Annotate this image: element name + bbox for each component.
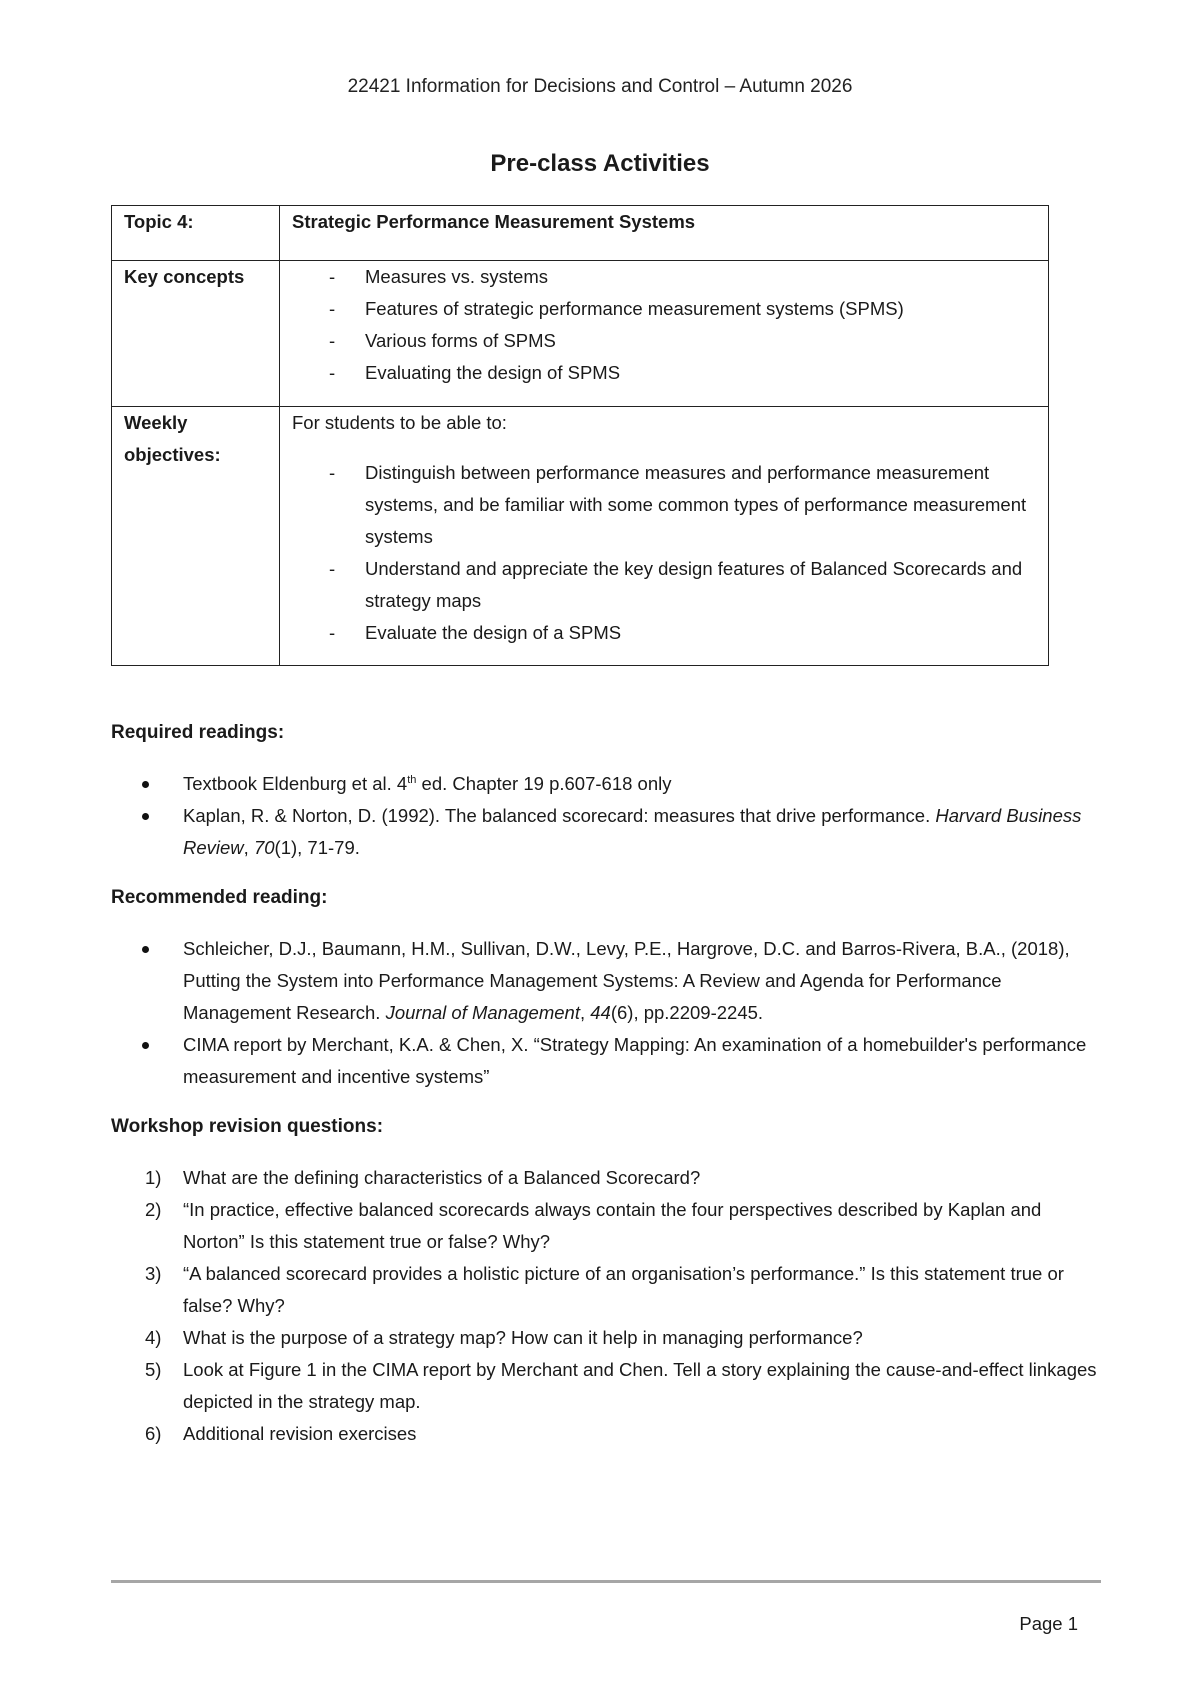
objectives-lead: For students to be able to:	[292, 412, 507, 433]
dash-marker: -	[329, 330, 336, 351]
recommended-reading-list	[111, 933, 1101, 1093]
recommended-reading-section	[111, 883, 1101, 1093]
key-concept-text: Measures vs. systems	[365, 266, 548, 287]
journal-name: Harvard Business Review	[183, 805, 1082, 858]
recommended-reading-heading: Recommended reading:	[111, 887, 328, 908]
dash-marker: -	[329, 462, 336, 483]
question-number: 3)	[145, 1263, 162, 1284]
dash-marker: -	[329, 298, 336, 319]
question-text: Look at Figure 1 in the CIMA report by Merchant and Chen. Tell a story explaining the cause-and-effect linkages depicted in the strategy map.	[183, 1359, 1097, 1412]
superscript: th	[407, 773, 417, 786]
reading-text: Schleicher, D.J., Baumann, H.M., Sullivan, D.W., Levy, P.E., Hargrove, D.C. and Barros-Rivera, B.A., (2018), Putting the System into Performance Management Systems: A Review and Agenda for Performance Management Research.	[183, 938, 1070, 1023]
workshop-questions-heading: Workshop revision questions:	[111, 1116, 384, 1137]
bullet-icon	[142, 781, 149, 788]
table-row-objectives	[112, 407, 1049, 666]
key-concept-text: Various forms of SPMS	[365, 330, 556, 351]
list-item	[111, 768, 1101, 800]
list-item	[111, 1322, 1101, 1354]
required-readings-section	[111, 718, 1101, 864]
reading-text: CIMA report by Merchant, K.A. & Chen, X. “Strategy Mapping: An examination of a homebuilder's performance measurement and incentive systems”	[183, 1034, 1087, 1087]
key-concepts-label: Key concepts	[112, 261, 280, 407]
question-number: 2)	[145, 1199, 162, 1220]
list-item	[292, 457, 1036, 553]
reading-text: Kaplan, R. & Norton, D. (1992). The balanced scorecard: measures that drive performance.	[183, 805, 936, 826]
workshop-questions-section	[111, 1112, 1101, 1450]
topic-label: Topic 4:	[112, 206, 280, 261]
reading-text: ed. Chapter 19 p.607-618 only	[416, 773, 672, 794]
objective-text: Evaluate the design of a SPMS	[365, 622, 622, 643]
key-concepts-cell	[280, 261, 1049, 407]
journal-name: Journal of Management	[385, 1002, 580, 1023]
required-readings-list	[111, 768, 1101, 864]
reading-text: (1), 71-79.	[274, 837, 360, 858]
question-text: “A balanced scorecard provides a holistic picture of an organisation’s performance.” Is this statement true or false? Why?	[183, 1263, 1064, 1316]
objectives-label-line: Weekly	[124, 412, 188, 433]
page-title: Pre-class Activities	[490, 150, 710, 177]
list-item	[111, 1194, 1101, 1258]
workshop-questions-list	[111, 1162, 1101, 1450]
volume: 44	[590, 1002, 611, 1023]
required-readings-heading: Required readings:	[111, 722, 285, 743]
list-item	[292, 357, 1036, 389]
question-text: What are the defining characteristics of a Balanced Scorecard?	[183, 1167, 701, 1188]
key-concept-text: Evaluating the design of SPMS	[365, 362, 621, 383]
objectives-label	[112, 407, 280, 666]
list-item	[292, 553, 1036, 617]
table-row-key-concepts	[112, 261, 1049, 407]
objectives-label-line: objectives:	[124, 444, 221, 465]
table-row-topic	[112, 206, 1049, 261]
bullet-icon	[142, 1042, 149, 1049]
list-item	[292, 325, 1036, 357]
topic-table	[111, 205, 1049, 666]
question-number: 1)	[145, 1167, 162, 1188]
dash-marker: -	[329, 266, 336, 287]
list-item	[292, 261, 1036, 293]
question-text: What is the purpose of a strategy map? How can it help in managing performance?	[183, 1327, 863, 1348]
list-item	[292, 617, 1036, 649]
dash-marker: -	[329, 622, 336, 643]
dash-marker: -	[329, 558, 336, 579]
question-number: 5)	[145, 1359, 162, 1380]
page-number: Page 1	[1019, 1613, 1078, 1634]
topic-value: Strategic Performance Measurement Systems	[280, 206, 1049, 261]
list-item	[111, 1418, 1101, 1450]
list-item	[111, 1354, 1101, 1418]
list-item	[111, 1258, 1101, 1322]
bullet-icon	[142, 946, 149, 953]
page-header: 22421 Information for Decisions and Control – Autumn 2026	[347, 76, 853, 97]
list-item	[111, 933, 1101, 1029]
list-item	[111, 1029, 1101, 1093]
question-number: 6)	[145, 1423, 162, 1444]
list-item	[292, 293, 1036, 325]
reading-text: Textbook Eldenburg et al. 4	[183, 773, 408, 794]
list-item	[111, 800, 1101, 864]
objectives-list	[292, 457, 1036, 649]
question-text: Additional revision exercises	[183, 1423, 417, 1444]
bullet-icon	[142, 813, 149, 820]
objectives-cell	[280, 407, 1049, 666]
volume: 70	[253, 837, 275, 858]
key-concept-text: Features of strategic performance measurement systems (SPMS)	[365, 298, 904, 319]
separator: ,	[579, 1002, 591, 1023]
reading-text: (6), pp.2209-2245.	[610, 1002, 764, 1023]
objective-text: Distinguish between performance measures and performance measurement systems, and be familiar with some common types of performance measurement systems	[365, 462, 1027, 547]
separator: ,	[243, 837, 254, 858]
dash-marker: -	[329, 362, 336, 383]
question-number: 4)	[145, 1327, 162, 1348]
objective-text: Understand and appreciate the key design features of Balanced Scorecards and strategy maps	[365, 558, 1023, 611]
key-concepts-list	[292, 261, 1036, 389]
list-item	[111, 1162, 1101, 1194]
footer-divider	[111, 1580, 1101, 1583]
question-text: “In practice, effective balanced scorecards always contain the four perspectives described by Kaplan and Norton” Is this statement true or false? Why?	[183, 1199, 1042, 1252]
